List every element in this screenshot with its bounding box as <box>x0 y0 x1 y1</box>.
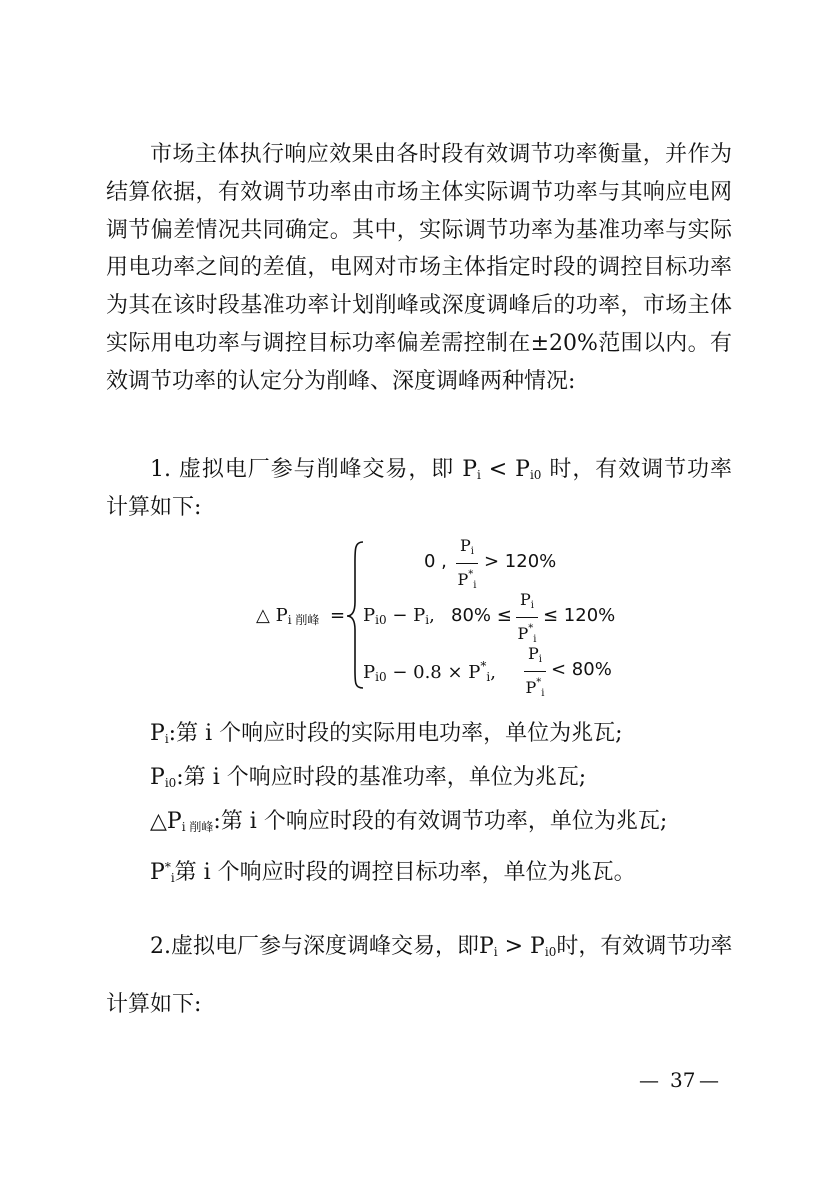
superscript: * <box>164 860 171 874</box>
frac-num: P <box>528 644 539 663</box>
superscript: * <box>480 659 487 673</box>
formula-peak-shaving <box>0 535 832 699</box>
subscript: i <box>425 613 430 627</box>
comma: , <box>490 662 496 683</box>
def-text: 第 i 个响应时段的实际用电功率，单位为兆瓦; <box>176 721 623 746</box>
fraction-bar <box>516 617 538 618</box>
paragraph-line: 实际用电功率与调控目标功率偏差需控制在±20%范围以内。有 <box>106 330 732 356</box>
subscript: i0 <box>375 670 387 684</box>
case2-value <box>363 605 435 627</box>
frac-den: P <box>525 678 537 697</box>
subscript: i0 <box>529 468 542 482</box>
p-symbol: P <box>363 605 376 626</box>
case3-condition: < 80% <box>551 659 612 680</box>
section-1-intro <box>106 451 732 527</box>
case2-condition-right: ≤ 120% <box>543 605 616 626</box>
def-symbol: △P <box>150 809 182 834</box>
minus-p: − P <box>386 605 426 626</box>
def-text: 第 i 个响应时段的有效调节功率，单位为兆瓦; <box>220 809 668 834</box>
fraction-pi-over-pistar <box>516 590 538 650</box>
separator: : <box>176 765 184 790</box>
fraction-pi-over-pistar <box>456 536 478 596</box>
section-1-line-2: 计算如下: <box>106 494 202 520</box>
case1-value: 0 , <box>424 551 447 572</box>
frac-den: P <box>517 624 529 643</box>
subscript: i <box>470 546 474 557</box>
separator: : <box>168 721 177 746</box>
section-2-text-c: 时，有效调节功率 <box>556 934 733 959</box>
def-symbol: P <box>150 721 165 746</box>
subscript: i <box>493 945 498 959</box>
subscript: i0 <box>375 613 387 627</box>
p-symbol: P <box>363 662 376 683</box>
case3-value <box>363 659 496 684</box>
definition-pistar <box>150 855 636 886</box>
paragraph-line: 为其在该时段基准功率计划削峰或深度调峰后的功率，市场主体 <box>106 293 732 319</box>
paragraph-line: 市场主体执行响应效果由各时段有效调节功率衡量，并作为 <box>150 142 732 167</box>
subscript: i 削峰 <box>181 820 214 834</box>
page-number-dash-right: — <box>699 1068 719 1092</box>
subscript: i <box>164 732 169 746</box>
superscript: * <box>536 677 542 688</box>
definition-pi <box>150 716 623 747</box>
def-symbol: P <box>150 860 165 885</box>
fraction-bar <box>456 563 478 564</box>
paragraph-line: 调节偏差情况共同确定。其中，实际调节功率为基准功率与实际 <box>106 217 732 243</box>
def-symbol: P <box>150 765 165 790</box>
page-number-value: 37 <box>670 1068 696 1092</box>
page-number-dash-left: — <box>639 1068 659 1092</box>
section-2-text-b: > P <box>497 934 545 959</box>
subscript: i 削峰 <box>287 613 320 627</box>
subscript: i <box>486 670 491 684</box>
frac-den: P <box>457 570 469 589</box>
subscript: i <box>473 580 477 591</box>
equals-sign: = <box>330 605 346 626</box>
fraction-pi-over-pistar <box>524 644 546 704</box>
subscript: i0 <box>164 776 177 790</box>
fraction-bar <box>524 671 546 672</box>
separator: : <box>213 809 221 834</box>
section-2-line <box>106 918 732 976</box>
case2-condition-left: 80% ≤ <box>451 605 512 626</box>
subscript: i <box>477 468 481 482</box>
subscript: i <box>538 654 542 665</box>
paragraph-line: 效调节功率的认定分为削峰、深度调峰两种情况: <box>106 368 576 394</box>
paragraph-effect-measurement <box>106 136 732 401</box>
minus-term: − 0.8 × P <box>386 662 481 683</box>
section-1-text-c: 时，有效调节功率 <box>541 457 732 482</box>
paragraph-line: 用电功率之间的差值，电网对市场主体指定时段的调控目标功率 <box>106 255 732 281</box>
subscript: i <box>170 871 175 885</box>
def-text: 第 i 个响应时段的基准功率，单位为兆瓦; <box>183 765 587 790</box>
superscript: * <box>468 569 474 580</box>
definition-delta-pi <box>150 804 667 835</box>
section-2-text-a: 2.虚拟电厂参与深度调峰交易，即P <box>150 934 494 959</box>
subscript: i0 <box>544 945 557 959</box>
frac-num: P <box>520 590 531 609</box>
paragraph-line: 结算依据，有效调节功率由市场主体实际调节功率与其响应电网 <box>106 179 732 205</box>
section-2-line-2: 计算如下: <box>106 992 202 1017</box>
case1-condition: > 120% <box>484 551 557 572</box>
def-text: 第 i 个响应时段的调控目标功率，单位为兆瓦。 <box>174 860 636 885</box>
superscript: * <box>528 623 534 634</box>
subscript: i <box>530 600 534 611</box>
comma: , <box>429 605 435 626</box>
section-2-intro <box>106 918 732 1034</box>
section-1-text-b: < P <box>480 457 530 482</box>
subscript: i <box>533 634 537 645</box>
definition-pi0 <box>150 760 586 791</box>
section-1-text-a: 1. 虚拟电厂参与削峰交易，即 P <box>150 457 477 482</box>
subscript: i <box>541 688 545 699</box>
formula-lhs <box>256 605 319 628</box>
frac-num: P <box>460 536 471 555</box>
delta-p-symbol: △ P <box>256 605 288 626</box>
section-1-line <box>106 451 732 489</box>
